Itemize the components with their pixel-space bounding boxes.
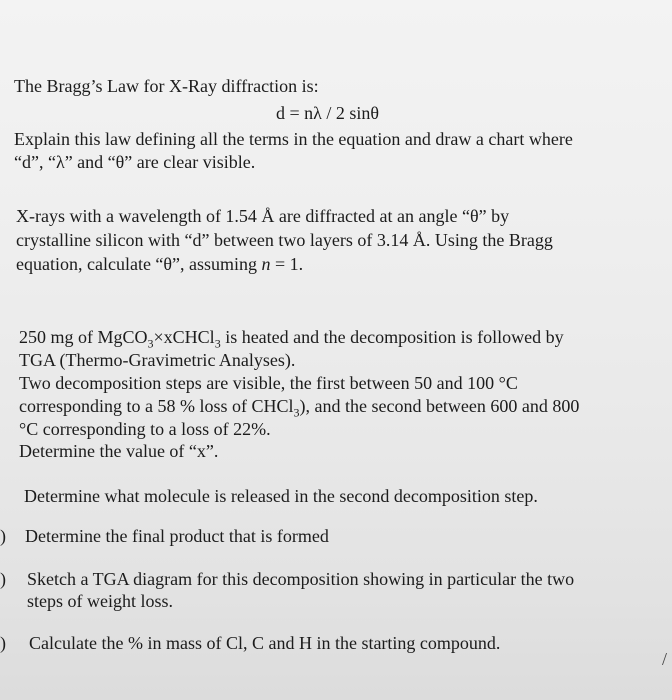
page-edge-mark: /: [662, 649, 668, 669]
section3-line-6: Determine the value of “x”.: [19, 441, 219, 461]
section3-line-5: °C corresponding to a loss of 22%.: [19, 419, 271, 439]
section2-line-2: crystalline silicon with “d” between two layers of 3.14 Å. Using the Bragg: [16, 230, 553, 250]
section2-line-3-suffix: = 1.: [270, 254, 304, 274]
section3-line-2: TGA (Thermo-Gravimetric Analyses).: [19, 350, 296, 370]
bragg-law-title: The Bragg’s Law for X-Ray diffraction is:: [14, 76, 319, 96]
question-2: Determine the final product that is formed: [25, 526, 329, 546]
section2-line-3: [16, 253, 303, 275]
section3-line-3: Two decomposition steps are visible, the first between 50 and 100 °C: [19, 373, 518, 393]
formula-part-c: is heated and the decomposition is followed by: [220, 327, 564, 347]
formula-part-b: ×xCHCl: [153, 327, 215, 347]
section2-line-1: X-rays with a wavelength of 1.54 Å are diffracted at an angle “θ” by: [16, 206, 510, 226]
section3-line-4-b: ), and the second between 600 and 800: [299, 396, 580, 416]
section3-line-4-sub: 3: [293, 405, 300, 420]
formula-sub-1: 3: [147, 336, 154, 351]
formula-sub-2: 3: [214, 336, 221, 351]
question-3-line-1: Sketch a TGA diagram for this decomposition showing in particular the two: [27, 569, 575, 589]
question-3-line-2: steps of weight loss.: [27, 591, 173, 611]
section1-line-1: Explain this law defining all the terms in the equation and draw a chart where: [14, 129, 573, 149]
question-1: Determine what molecule is released in the second decomposition step.: [24, 486, 538, 506]
section1-line-2: “d”, “λ” and “θ” are clear visible.: [14, 152, 256, 172]
section2-line-3-prefix: equation, calculate “θ”, assuming: [16, 254, 262, 274]
question-4-marker: ): [0, 633, 6, 653]
section2-variable-n: n: [261, 254, 271, 274]
question-2-marker: ): [0, 526, 6, 546]
section3-line-4-a: corresponding to a 58 % loss of CHCl: [19, 396, 294, 416]
formula-part-a: 250 mg of MgCO: [19, 327, 148, 347]
bragg-equation: d = nλ / 2 sinθ: [276, 103, 380, 123]
question-3-marker: ): [0, 569, 6, 589]
question-4: Calculate the % in mass of Cl, C and H in the starting compound.: [29, 633, 501, 653]
